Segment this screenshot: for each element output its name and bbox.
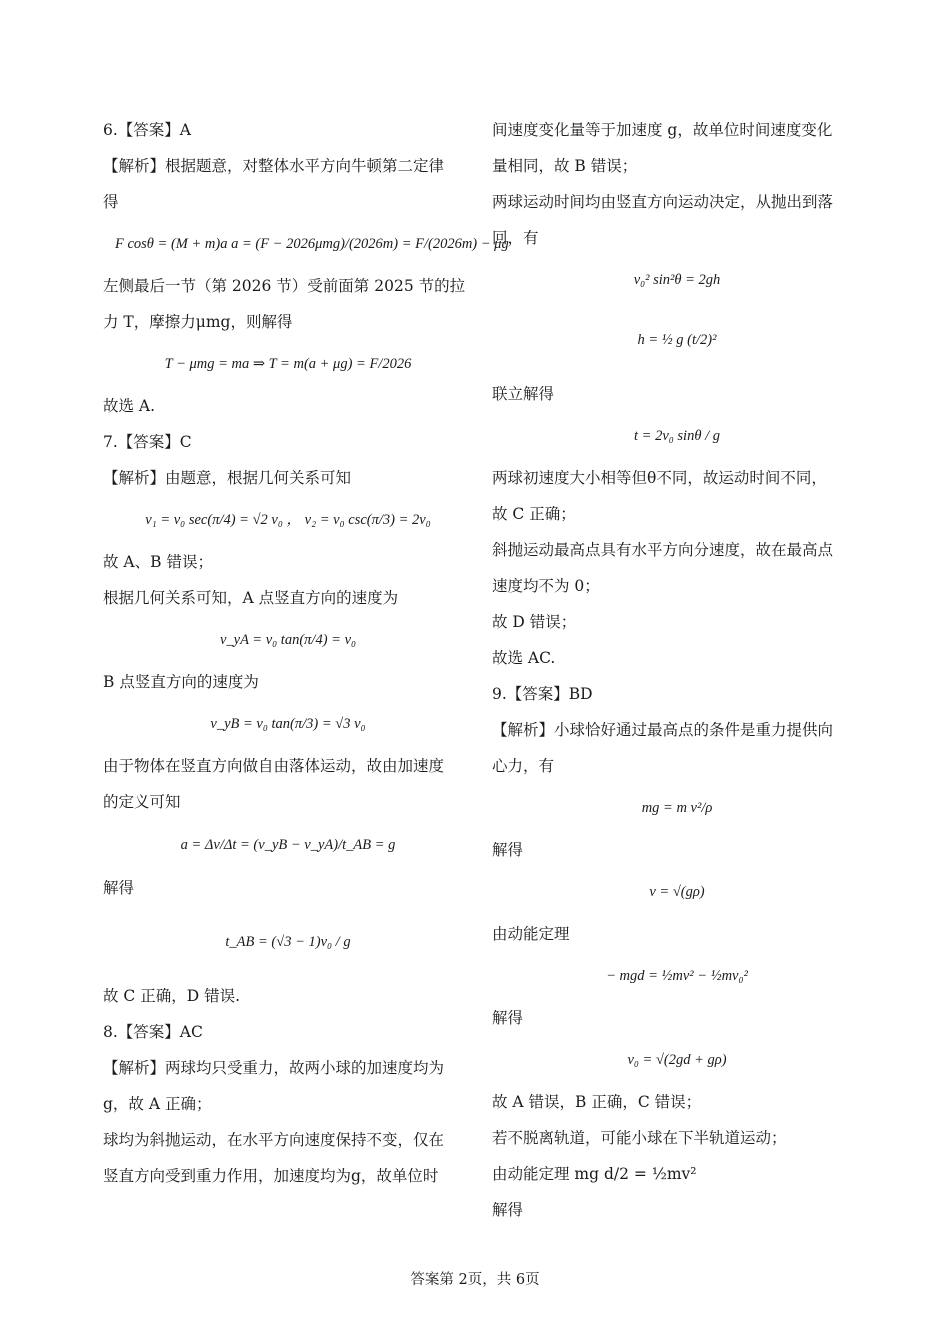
right-column (492, 112, 862, 1228)
q6-analysis-line: 左侧最后一节（第 2026 节）受前面第 2025 节的拉 (103, 277, 466, 295)
q6-equation-2: T − μmg = ma ⇒ T = m(a + μg) = F/2026 (164, 356, 412, 372)
q7-equation-5: t_AB = (√3 − 1)v₀ / g (225, 934, 351, 950)
q6-analysis-line: 【解析】根据题意，对整体水平方向牛顿第二定律 (103, 157, 445, 175)
q7-analysis-line: 的定义可知 (103, 793, 181, 811)
q9-analysis-line: 心力，有 (492, 757, 555, 775)
q8-analysis-line: 竖直方向受到重力作用，加速度均为g，故单位时 (103, 1167, 439, 1185)
q9-analysis-line: 由动能定理 (492, 925, 570, 943)
q8-analysis-line: 速度均不为 0； (492, 577, 600, 595)
q9-analysis-line: 由动能定理 mg d/2 = ½mv² (492, 1165, 697, 1183)
left-column (103, 112, 509, 1194)
q8-analysis-line: 量相同，故 B 错误； (492, 157, 638, 175)
q9-equation-4: v₀ = √(2gd + gρ) (627, 1052, 727, 1068)
q6-equation-1: F cosθ = (M + m)a a = (F − 2026μmg)/(2026m) = F/(2026m) − μg (115, 236, 509, 252)
q8-analysis-line: 联立解得 (492, 385, 555, 403)
q6-analysis-line: 得 (103, 193, 119, 211)
q9-equation-2: v = √(gρ) (649, 884, 705, 900)
q8-analysis-line: 回，有 (492, 229, 539, 247)
q9-analysis-line: 解得 (492, 1009, 524, 1027)
q7-analysis-line: B 点竖直方向的速度为 (103, 673, 259, 691)
q9-equation-1: mg = m v²/ρ (641, 800, 713, 816)
q9-answer-heading: 9.【答案】BD (492, 685, 593, 703)
q7-equation-1: v₁ = v₀ sec(π/4) = √2 v₀ ， v₂ = v₀ csc(π/3) = 2v₀ (145, 512, 431, 528)
q9-analysis-line: 解得 (492, 1201, 524, 1219)
q7-conclusion: 故 C 正确，D 错误. (103, 987, 240, 1005)
q6-answer-heading: 6.【答案】A (103, 121, 191, 139)
q8-equation-2: h = ½ g (t/2)² (637, 332, 717, 348)
q9-analysis-line: 故 A 错误，B 正确，C 错误； (492, 1093, 702, 1111)
q7-analysis-line: 故 A、B 错误； (103, 553, 213, 571)
q8-analysis-line: 球均为斜抛运动，在水平方向速度保持不变，仅在 (103, 1131, 445, 1149)
q9-analysis-line: 解得 (492, 841, 524, 859)
q9-equation-3: − mgd = ½mv² − ½mv₀² (606, 968, 748, 984)
q7-equation-3: v_yB = v₀ tan(π/3) = √3 v₀ (210, 716, 366, 732)
q8-equation-3: t = 2v₀ sinθ / g (634, 428, 720, 444)
q7-analysis-line: 解得 (103, 879, 135, 897)
q7-analysis-line: 根据几何关系可知，A 点竖直方向的速度为 (103, 589, 399, 607)
q9-analysis-line: 若不脱离轨道，可能小球在下半轨道运动； (492, 1129, 787, 1147)
q8-analysis-line: 两球运动时间均由竖直方向运动决定，从抛出到落 (492, 193, 834, 211)
q8-analysis-line: 故 C 正确； (492, 505, 576, 523)
q6-analysis-line: 力 T，摩擦力μmg，则解得 (103, 313, 293, 331)
q7-equation-2: v_yA = v₀ tan(π/4) = v₀ (219, 632, 357, 648)
q7-analysis-line: 由于物体在竖直方向做自由落体运动，故由加速度 (103, 757, 445, 775)
q7-analysis-line: 【解析】由题意，根据几何关系可知 (103, 469, 352, 487)
q9-analysis-line: 【解析】小球恰好通过最高点的条件是重力提供向 (492, 721, 834, 739)
q8-analysis-line: 【解析】两球均只受重力，故两小球的加速度均为 (103, 1059, 445, 1077)
page-footer: 答案第 2页，共 6页 (410, 1272, 540, 1288)
q8-analysis-line: 间速度变化量等于加速度 g，故单位时间速度变化 (492, 121, 833, 139)
q8-answer-heading: 8.【答案】AC (103, 1023, 203, 1041)
q8-analysis-line: 斜抛运动最高点具有水平方向分速度，故在最高点 (492, 541, 834, 559)
q7-equation-4: a = Δv/Δt = (v_yB − v_yA)/t_AB = g (180, 837, 396, 853)
q7-answer-heading: 7.【答案】C (103, 433, 192, 451)
q8-conclusion: 故选 AC. (492, 649, 556, 667)
q8-analysis-line: g，故 A 正确； (103, 1095, 212, 1113)
q6-conclusion: 故选 A. (103, 397, 156, 415)
q8-analysis-line: 两球初速度大小相等但θ不同，故运动时间不同， (492, 469, 827, 487)
q8-equation-1: v₀² sin²θ = 2gh (633, 272, 721, 288)
q8-analysis-line: 故 D 错误； (492, 613, 577, 631)
